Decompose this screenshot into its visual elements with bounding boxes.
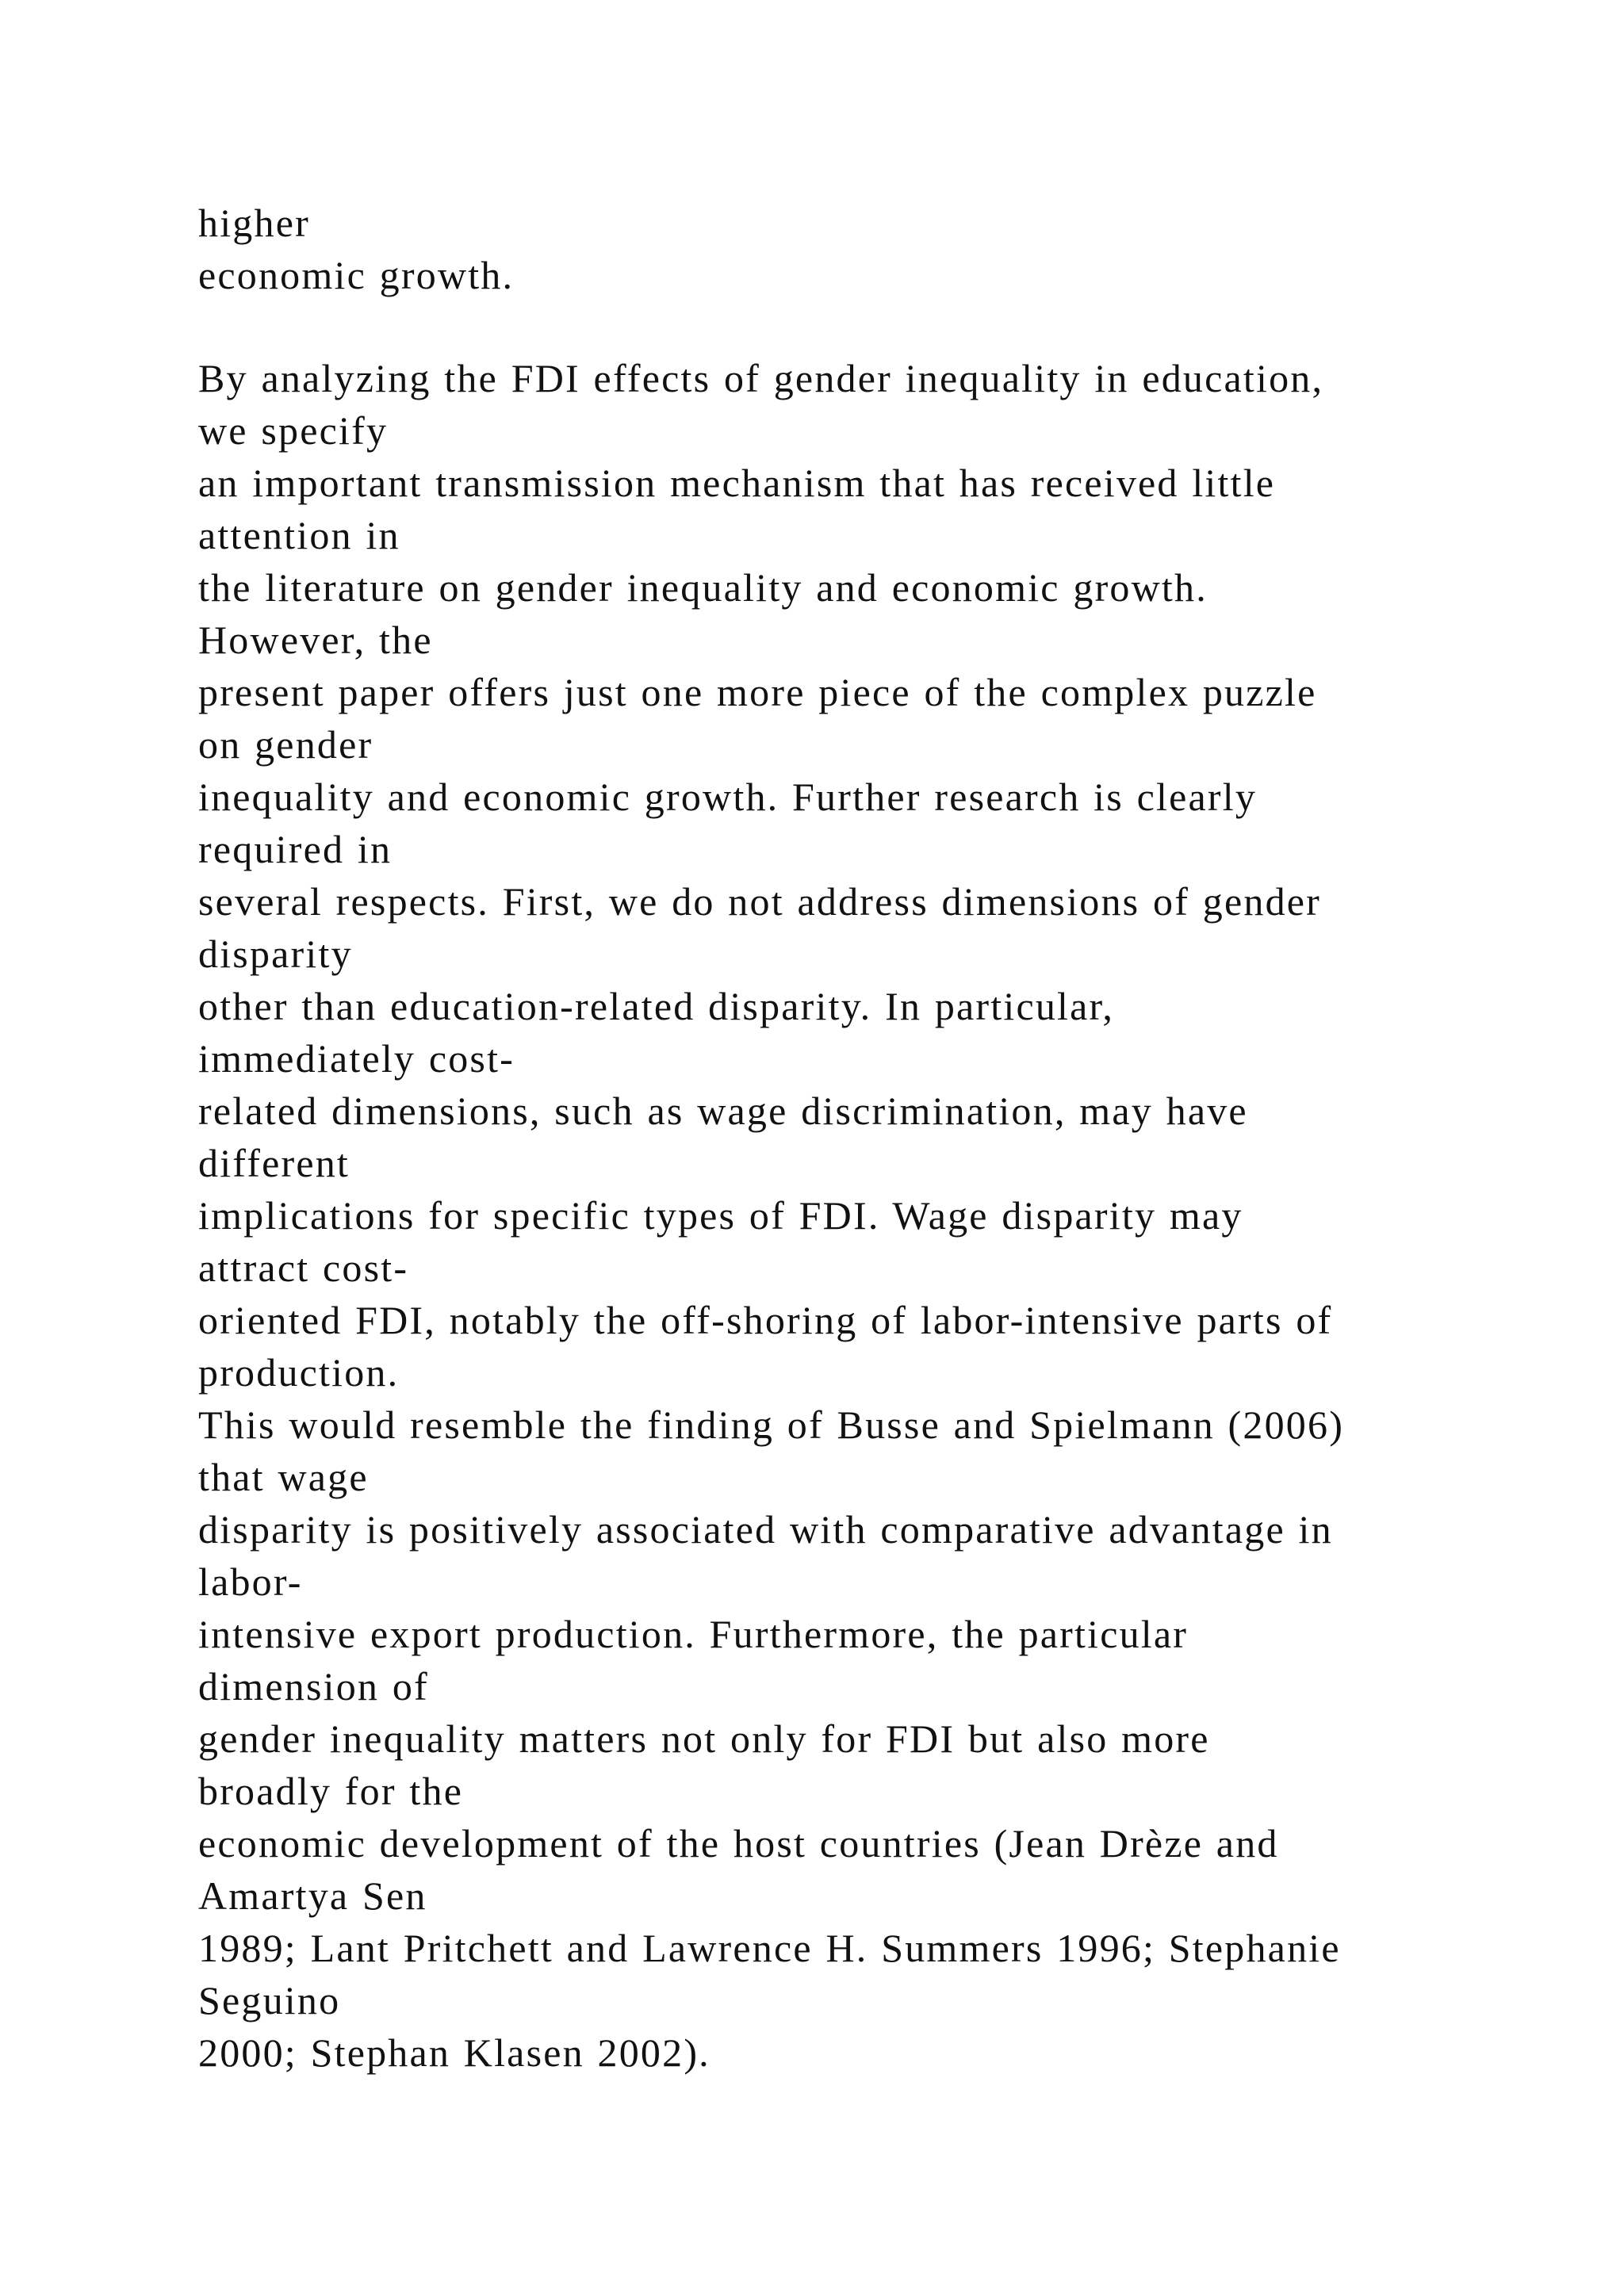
text-line: higher <box>198 201 310 245</box>
text-line: intensive export production. Furthermore, the particular <box>198 1612 1189 1656</box>
text-line: dimension of <box>198 1664 429 1709</box>
text-line: required in <box>198 827 393 871</box>
text-line: By analyzing the FDI effects of gender inequality in education, <box>198 356 1324 400</box>
text-line: immediately cost- <box>198 1036 515 1081</box>
text-line: attract cost- <box>198 1246 409 1290</box>
text-line: present paper offers just one more piece of the complex puzzle <box>198 670 1317 714</box>
text-line: production. <box>198 1350 400 1395</box>
text-line: several respects. First, we do not address dimensions of gender <box>198 879 1322 924</box>
text-line: we specify <box>198 408 389 453</box>
text-line: 2000; Stephan Klasen 2002). <box>198 2030 710 2075</box>
text-line: that wage <box>198 1455 369 1499</box>
body-text <box>198 197 1546 2079</box>
text-line: However, the <box>198 618 433 662</box>
text-line: inequality and economic growth. Further research is clearly <box>198 775 1258 819</box>
text-line: broadly for the <box>198 1769 464 1813</box>
text-line: This would resemble the finding of Busse and Spielmann (2006) <box>198 1402 1345 1447</box>
text-line: the literature on gender inequality and economic growth. <box>198 565 1208 610</box>
text-line: economic growth. <box>198 253 515 297</box>
text-line: oriented FDI, notably the off-shoring of labor-intensive parts of <box>198 1298 1333 1342</box>
text-line: an important transmission mechanism that has received little <box>198 461 1276 505</box>
text-line: implications for specific types of FDI. Wage disparity may <box>198 1193 1243 1238</box>
text-line: related dimensions, such as wage discrimination, may have <box>198 1089 1248 1133</box>
text-line: gender inequality matters not only for FDI but also more <box>198 1716 1210 1761</box>
text-line: 1989; Lant Pritchett and Lawrence H. Summers 1996; Stephanie <box>198 1926 1341 1970</box>
text-line: disparity is positively associated with comparative advantage in <box>198 1507 1333 1552</box>
text-line: labor- <box>198 1559 303 1604</box>
text-line: Amartya Sen <box>198 1873 427 1918</box>
text-line: other than education-related disparity. In particular, <box>198 984 1115 1028</box>
text-line: Seguino <box>198 1978 341 2022</box>
text-line: different <box>198 1141 350 1185</box>
text-line: economic development of the host countries (Jean Drèze and <box>198 1821 1279 1866</box>
text-line: disparity <box>198 932 353 976</box>
text-line: on gender <box>198 722 373 767</box>
paragraph-break <box>198 301 1546 352</box>
text-line: attention in <box>198 513 400 557</box>
